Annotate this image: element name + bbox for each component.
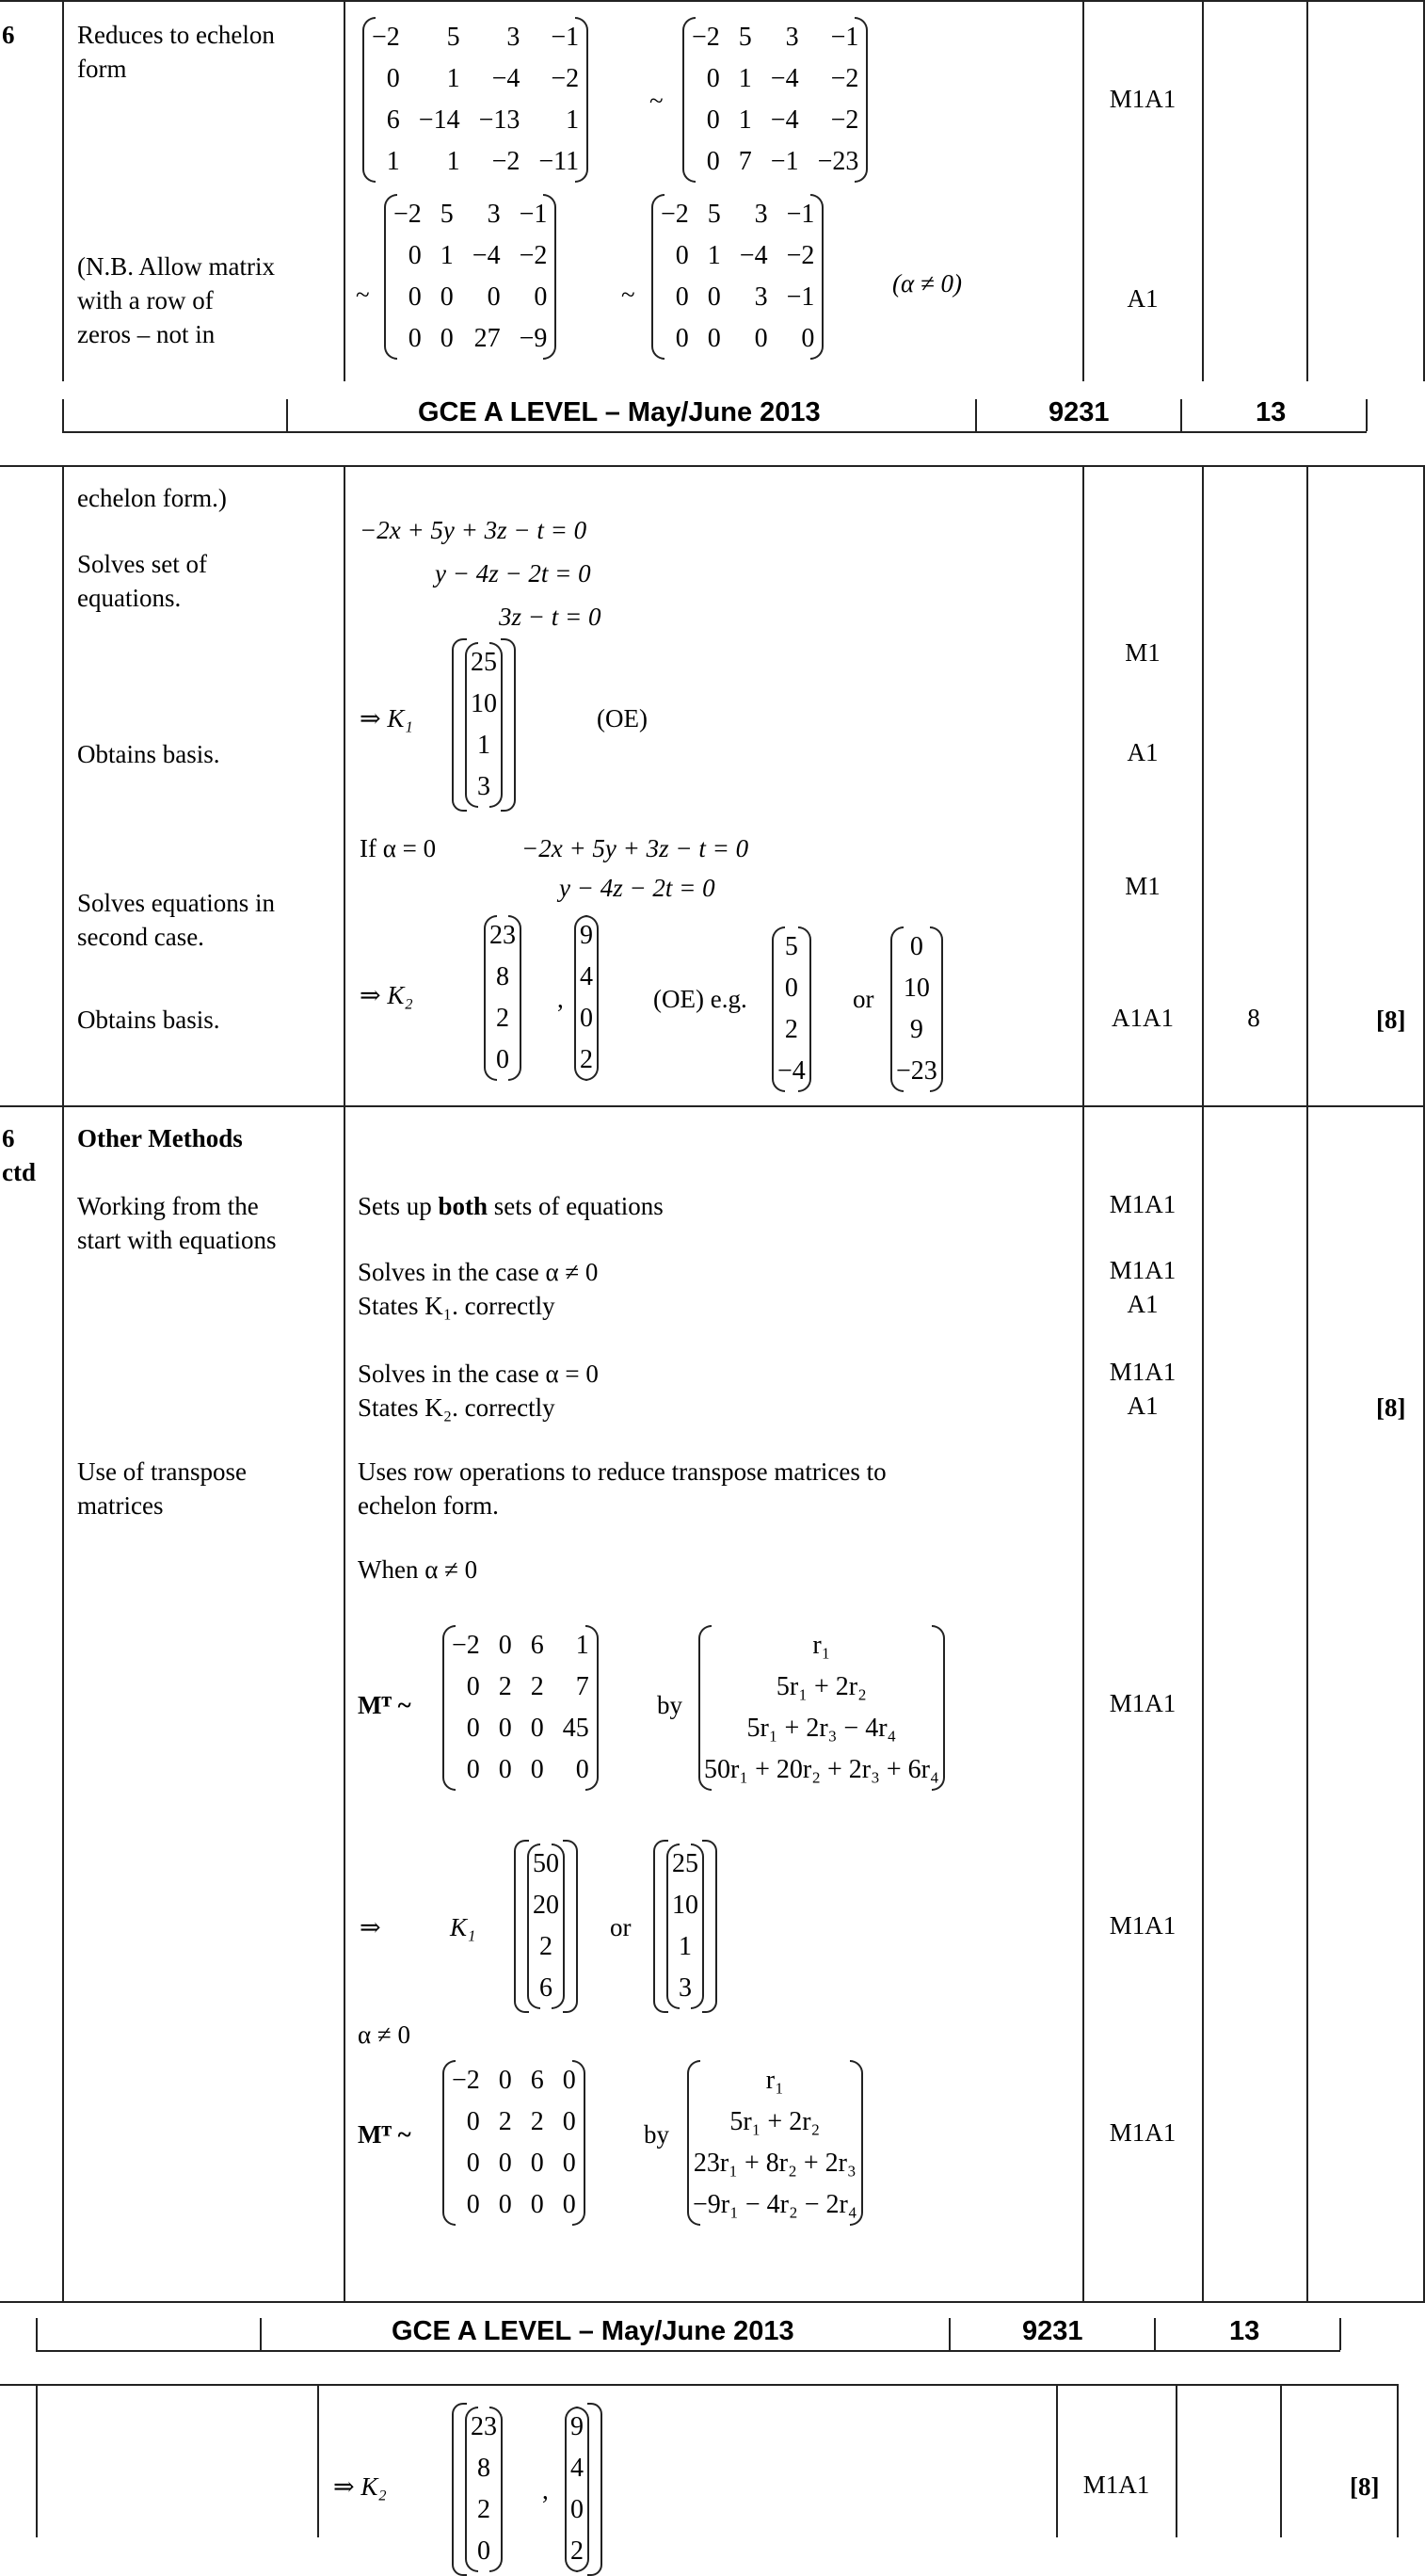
matrix-entry: 2: [539, 1932, 552, 1961]
matrix-entry: 0: [466, 1672, 480, 1701]
header-syllabus: 9231: [1049, 397, 1110, 427]
matrix-entry: 1: [738, 64, 752, 93]
example-vector-1: [772, 926, 811, 1092]
k2-label: ⇒ K₂: [333, 2472, 387, 2501]
question-number: 6: [2, 21, 15, 49]
matrix-entry: 0: [909, 932, 923, 961]
equation: 3z − t = 0: [499, 603, 601, 631]
matrix-entry: 0: [477, 2536, 490, 2566]
k1-vector-a: [527, 1843, 565, 2009]
matrix-m1: [362, 17, 588, 183]
example-vector-2: [890, 926, 943, 1092]
implies-arrow: ⇒: [360, 1913, 381, 1941]
matrix-entry: 50r₁ + 20r₂ + 2r₃ + 6r₄: [704, 1755, 939, 1784]
desc-line: Obtains basis.: [77, 1006, 220, 1034]
desc-line: Working from the: [77, 1192, 259, 1220]
transpose-matrix-1: [442, 1625, 599, 1791]
matrix-entry: 0: [575, 1755, 589, 1784]
matrix-row: [442, 2060, 585, 2101]
matrix-entry: 0: [466, 1714, 480, 1743]
matrix-row: [442, 1749, 599, 1791]
matrix-row: [362, 58, 588, 100]
mt-label: Mᵀ ~: [358, 2120, 411, 2149]
matrix-entry: 10: [471, 689, 497, 718]
desc-line: (N.B. Allow matrix: [77, 252, 275, 281]
matrix-row: [687, 2101, 863, 2143]
matrix-row: [687, 2060, 863, 2101]
mark: A1: [1127, 284, 1159, 313]
matrix-entry: 0: [675, 324, 689, 353]
mark: M1A1: [1109, 1358, 1177, 1386]
matrix-entry: 9: [909, 1015, 923, 1044]
matrix-entry: −4: [491, 64, 520, 93]
matrix-entry: 45: [562, 1714, 589, 1743]
matrix-entry: 9: [570, 2412, 584, 2441]
matrix-entry: 0: [675, 241, 689, 270]
desc-line: Reduces to echelon: [77, 21, 275, 49]
matrix-entry: −2: [786, 241, 815, 270]
matrix-entry: −11: [538, 147, 580, 176]
matrix-entry: 5r₁ + 2r₂: [729, 2107, 821, 2136]
matrix-row: [384, 235, 556, 277]
matrix-entry: −23: [896, 1056, 937, 1086]
matrix-entry: 0: [530, 2149, 544, 2178]
header-paper: 13: [1256, 397, 1287, 427]
desc-line: Obtains basis.: [77, 740, 220, 768]
matrix-entry: 5: [784, 932, 798, 961]
matrix-entry: 0: [466, 1755, 480, 1784]
total-bracket: [8]: [1376, 1006, 1406, 1034]
question-number-ctd: ctd: [2, 1158, 36, 1186]
matrix-entry: 8: [496, 962, 509, 991]
mark: M1A1: [1109, 1911, 1177, 1940]
matrix-grid: [442, 2060, 585, 2226]
matrix-grid: [384, 194, 556, 360]
matrix-row: [698, 1749, 945, 1791]
desc-line: Solves set of: [77, 550, 207, 578]
matrix-grid: [442, 1625, 599, 1791]
k2-vector-2: [574, 915, 599, 1081]
matrix-entry: 0: [498, 2149, 512, 2178]
tilde: ~: [621, 281, 635, 309]
matrix-entry: 0: [707, 282, 721, 312]
condition: (α ≠ 0): [892, 269, 962, 298]
matrix-entry: 5: [440, 200, 454, 229]
matrix-row: [442, 1625, 599, 1666]
total-bracket: [8]: [1376, 1393, 1406, 1422]
desc-line: equations.: [77, 584, 182, 612]
matrix-entry: 0: [675, 282, 689, 312]
matrix-entry: 3: [754, 282, 768, 312]
matrix-entry: 1: [575, 1631, 589, 1660]
matrix-row: [384, 277, 556, 318]
method-line: States K₂. correctly: [358, 1393, 555, 1422]
matrix-entry: 2: [498, 2107, 512, 2136]
matrix-entry: 27: [473, 324, 501, 353]
matrix-entry: −2: [372, 23, 400, 52]
matrix-row: [442, 2143, 585, 2184]
k1-label: ⇒ K₁: [360, 704, 413, 733]
matrix-entry: 4: [570, 2454, 584, 2483]
desc-line: second case.: [77, 923, 204, 951]
matrix-row: [442, 1666, 599, 1708]
matrix-entry: 0: [580, 1004, 593, 1033]
matrix-m2: [682, 17, 868, 183]
matrix-row: [687, 2184, 863, 2226]
header-title: GCE A LEVEL – May/June 2013: [418, 397, 821, 427]
matrix-grid: [682, 17, 868, 183]
mt-label: Mᵀ ~: [358, 1691, 411, 1719]
matrix-grid: [651, 194, 824, 360]
matrix-entry: 0: [386, 64, 400, 93]
matrix-entry: 0: [498, 1714, 512, 1743]
matrix-entry: 0: [487, 282, 501, 312]
matrix-row: [362, 141, 588, 183]
matrix-entry: −1: [551, 23, 580, 52]
mark: A1A1: [1112, 1004, 1174, 1032]
header-title: GCE A LEVEL – May/June 2013: [392, 2316, 794, 2346]
matrix-entry: −1: [786, 200, 815, 229]
matrix-entry: −2: [692, 23, 720, 52]
matrix-row: [384, 318, 556, 360]
method-line: States K₁. correctly: [358, 1292, 555, 1320]
if-condition: If α = 0: [360, 834, 437, 862]
matrix-entry: 2: [530, 1672, 544, 1701]
matrix-entry: 2: [496, 1004, 509, 1033]
matrix-entry: −2: [551, 64, 580, 93]
matrix-row: [362, 17, 588, 58]
matrix-row: [442, 2101, 585, 2143]
mark: A1: [1127, 1290, 1159, 1318]
matrix-entry: 0: [706, 64, 720, 93]
comma: ,: [542, 2476, 549, 2504]
method-line: Solves in the case α ≠ 0: [358, 1258, 599, 1286]
total-mark: 8: [1247, 1004, 1260, 1032]
equation: y − 4z − 2t = 0: [559, 874, 715, 902]
matrix-entry: 0: [530, 1755, 544, 1784]
matrix-entry: 5r₁ + 2r₂: [776, 1672, 867, 1701]
matrix-entry: 25: [672, 1849, 698, 1878]
matrix-grid: [362, 17, 588, 183]
tilde: ~: [649, 87, 664, 115]
matrix-entry: 0: [498, 1631, 512, 1660]
matrix-entry: −4: [777, 1056, 806, 1086]
matrix-entry: 2: [477, 2495, 490, 2524]
matrix-row: [651, 194, 824, 235]
matrix-entry: 5: [446, 23, 460, 52]
matrix-row: [698, 1625, 945, 1666]
matrix-row: [682, 17, 868, 58]
matrix-entry: 0: [707, 324, 721, 353]
matrix-entry: 20: [533, 1891, 559, 1920]
by-text: by: [644, 2120, 669, 2149]
matrix-entry: 0: [562, 2149, 576, 2178]
matrix-entry: 4: [580, 962, 593, 991]
by-text: by: [657, 1691, 682, 1719]
matrix-entry: 2: [784, 1015, 798, 1044]
tilde: ~: [356, 281, 370, 309]
method-line: echelon form.: [358, 1491, 499, 1520]
matrix-entry: 0: [801, 324, 815, 353]
matrix-entry: 2: [580, 1045, 593, 1074]
matrix-entry: 50: [533, 1849, 559, 1878]
mark: A1: [1127, 738, 1159, 766]
matrix-row: [651, 277, 824, 318]
matrix-grid: [687, 2060, 863, 2226]
matrix-entry: 1: [386, 147, 400, 176]
k2-vector-1: [484, 915, 521, 1081]
matrix-entry: 7: [738, 147, 752, 176]
row-ops-1: [698, 1625, 945, 1791]
k2-vector-2: [565, 2407, 589, 2572]
matrix-entry: −2: [491, 147, 520, 176]
matrix-row: [384, 194, 556, 235]
header-syllabus: 9231: [1022, 2316, 1083, 2346]
matrix-entry: 25: [471, 648, 497, 677]
matrix-entry: −2: [830, 105, 859, 135]
matrix-row: [682, 58, 868, 100]
method-line: Sets up both sets of equations: [358, 1192, 664, 1220]
matrix-entry: −2: [452, 1631, 480, 1660]
matrix-entry: −9r₁ − 4r₂ − 2r₄: [693, 2190, 857, 2219]
matrix-entry: 1: [446, 64, 460, 93]
matrix-entry: 8: [477, 2454, 490, 2483]
k1-vector: [465, 642, 503, 808]
matrix-m4: [651, 194, 824, 360]
matrix-entry: r₁: [812, 1631, 831, 1660]
matrix-row: [651, 235, 824, 277]
mark: M1A1: [1082, 2471, 1150, 2499]
k1-vector-b: [666, 1843, 704, 2009]
matrix-entry: 9: [580, 921, 593, 950]
matrix-entry: −1: [519, 200, 548, 229]
matrix-entry: 1: [738, 105, 752, 135]
matrix-entry: 0: [498, 2066, 512, 2095]
matrix-entry: −9: [519, 324, 548, 353]
matrix-entry: 0: [706, 105, 720, 135]
or-text: or: [853, 985, 874, 1013]
desc-line: echelon form.): [77, 484, 227, 512]
matrix-entry: 0: [562, 2190, 576, 2219]
matrix-entry: −2: [393, 200, 422, 229]
matrix-entry: 7: [575, 1672, 589, 1701]
matrix-entry: −2: [452, 2066, 480, 2095]
matrix-entry: 5r₁ + 2r₃ − 4r₄: [746, 1714, 897, 1743]
matrix-entry: 0: [498, 1755, 512, 1784]
matrix-entry: 23r₁ + 8r₂ + 2r₃: [693, 2149, 857, 2178]
matrix-entry: 0: [562, 2107, 576, 2136]
matrix-m3: [384, 194, 556, 360]
matrix-entry: 2: [498, 1672, 512, 1701]
desc-line: Use of transpose: [77, 1457, 247, 1486]
matrix-entry: 5: [738, 23, 752, 52]
mark: M1: [1125, 872, 1161, 900]
method-line: α ≠ 0: [358, 2021, 410, 2049]
matrix-entry: −4: [472, 241, 501, 270]
matrix-entry: 0: [466, 2107, 480, 2136]
matrix-grid: [698, 1625, 945, 1791]
method-line: Uses row operations to reduce transpose matrices to: [358, 1457, 887, 1486]
matrix-entry: 3: [785, 23, 799, 52]
mark: M1A1: [1109, 2118, 1177, 2147]
matrix-entry: 0: [408, 241, 422, 270]
matrix-entry: 23: [489, 921, 516, 950]
mark: M1A1: [1109, 1190, 1177, 1218]
matrix-row: [442, 1708, 599, 1749]
matrix-entry: −1: [786, 282, 815, 312]
matrix-entry: 10: [672, 1891, 698, 1920]
matrix-entry: 1: [566, 105, 580, 135]
matrix-entry: −2: [519, 241, 548, 270]
section-heading: Other Methods: [77, 1124, 243, 1152]
matrix-entry: 10: [903, 974, 930, 1003]
transpose-matrix-2: [442, 2060, 585, 2226]
row-ops-2: [687, 2060, 863, 2226]
matrix-entry: −14: [418, 105, 460, 135]
matrix-row: [682, 141, 868, 183]
matrix-entry: 0: [466, 2190, 480, 2219]
matrix-entry: 3: [477, 772, 490, 801]
matrix-entry: 6: [530, 1631, 544, 1660]
matrix-row: [442, 2184, 585, 2226]
method-line: Solves in the case α = 0: [358, 1360, 599, 1388]
matrix-entry: 0: [496, 1045, 509, 1074]
matrix-entry: 3: [506, 23, 520, 52]
matrix-entry: 0: [530, 2190, 544, 2219]
matrix-entry: 6: [530, 2066, 544, 2095]
matrix-entry: 0: [466, 2149, 480, 2178]
matrix-entry: 2: [570, 2536, 584, 2566]
matrix-entry: −4: [739, 241, 768, 270]
matrix-entry: 0: [530, 1714, 544, 1743]
matrix-entry: 6: [539, 1973, 552, 2003]
matrix-entry: −1: [830, 23, 859, 52]
matrix-entry: −13: [478, 105, 520, 135]
matrix-entry: 1: [679, 1932, 692, 1961]
matrix-entry: 0: [562, 2066, 576, 2095]
matrix-entry: r₁: [765, 2066, 784, 2095]
matrix-entry: 1: [707, 241, 721, 270]
desc-line: Solves equations in: [77, 889, 275, 917]
matrix-entry: −23: [817, 147, 859, 176]
matrix-row: [682, 100, 868, 141]
matrix-entry: 1: [446, 147, 460, 176]
equation: y − 4z − 2t = 0: [435, 559, 591, 588]
matrix-entry: 0: [408, 282, 422, 312]
mark: M1A1: [1109, 1689, 1177, 1717]
mark: M1A1: [1109, 1256, 1177, 1284]
oe-note: (OE) e.g.: [653, 985, 747, 1013]
header-paper: 13: [1229, 2316, 1260, 2346]
matrix-entry: 0: [408, 324, 422, 353]
matrix-entry: 6: [386, 105, 400, 135]
k2-label: ⇒ K₂: [360, 981, 413, 1009]
desc-line: start with equations: [77, 1226, 277, 1254]
matrix-row: [698, 1666, 945, 1708]
k2-vector-1: [465, 2407, 503, 2572]
matrix-row: [362, 100, 588, 141]
oe-note: (OE): [597, 704, 648, 733]
matrix-entry: 0: [534, 282, 548, 312]
mark: A1: [1127, 1392, 1159, 1420]
matrix-entry: 5: [707, 200, 721, 229]
matrix-entry: −1: [770, 147, 799, 176]
matrix-entry: 3: [487, 200, 501, 229]
desc-line: zeros – not in: [77, 320, 216, 348]
method-line: When α ≠ 0: [358, 1555, 478, 1584]
mark: M1A1: [1109, 85, 1177, 113]
desc-line: form: [77, 55, 127, 83]
total-bracket: [8]: [1350, 2472, 1380, 2501]
matrix-entry: 0: [706, 147, 720, 176]
matrix-entry: 1: [477, 731, 490, 760]
matrix-row: [698, 1708, 945, 1749]
matrix-entry: 0: [440, 282, 454, 312]
matrix-entry: −4: [770, 64, 799, 93]
matrix-entry: −2: [661, 200, 689, 229]
mark: M1: [1125, 638, 1161, 667]
matrix-row: [687, 2143, 863, 2184]
matrix-entry: −4: [770, 105, 799, 135]
matrix-row: [651, 318, 824, 360]
matrix-entry: 0: [498, 2190, 512, 2219]
matrix-entry: 2: [530, 2107, 544, 2136]
comma: ,: [557, 985, 564, 1013]
desc-line: with a row of: [77, 286, 214, 314]
equation: −2x + 5y + 3z − t = 0: [360, 516, 587, 544]
question-number: 6: [2, 1124, 15, 1152]
matrix-entry: 1: [440, 241, 454, 270]
or-text: or: [610, 1913, 632, 1941]
matrix-entry: 0: [784, 974, 798, 1003]
matrix-entry: 0: [754, 324, 768, 353]
matrix-entry: 0: [440, 324, 454, 353]
matrix-entry: 3: [754, 200, 768, 229]
matrix-entry: −2: [830, 64, 859, 93]
desc-line: matrices: [77, 1491, 164, 1520]
matrix-entry: 23: [471, 2412, 497, 2441]
k1-label: K₁: [450, 1913, 476, 1941]
equation: −2x + 5y + 3z − t = 0: [521, 834, 749, 862]
matrix-entry: 3: [679, 1973, 692, 2003]
matrix-entry: 0: [570, 2495, 584, 2524]
